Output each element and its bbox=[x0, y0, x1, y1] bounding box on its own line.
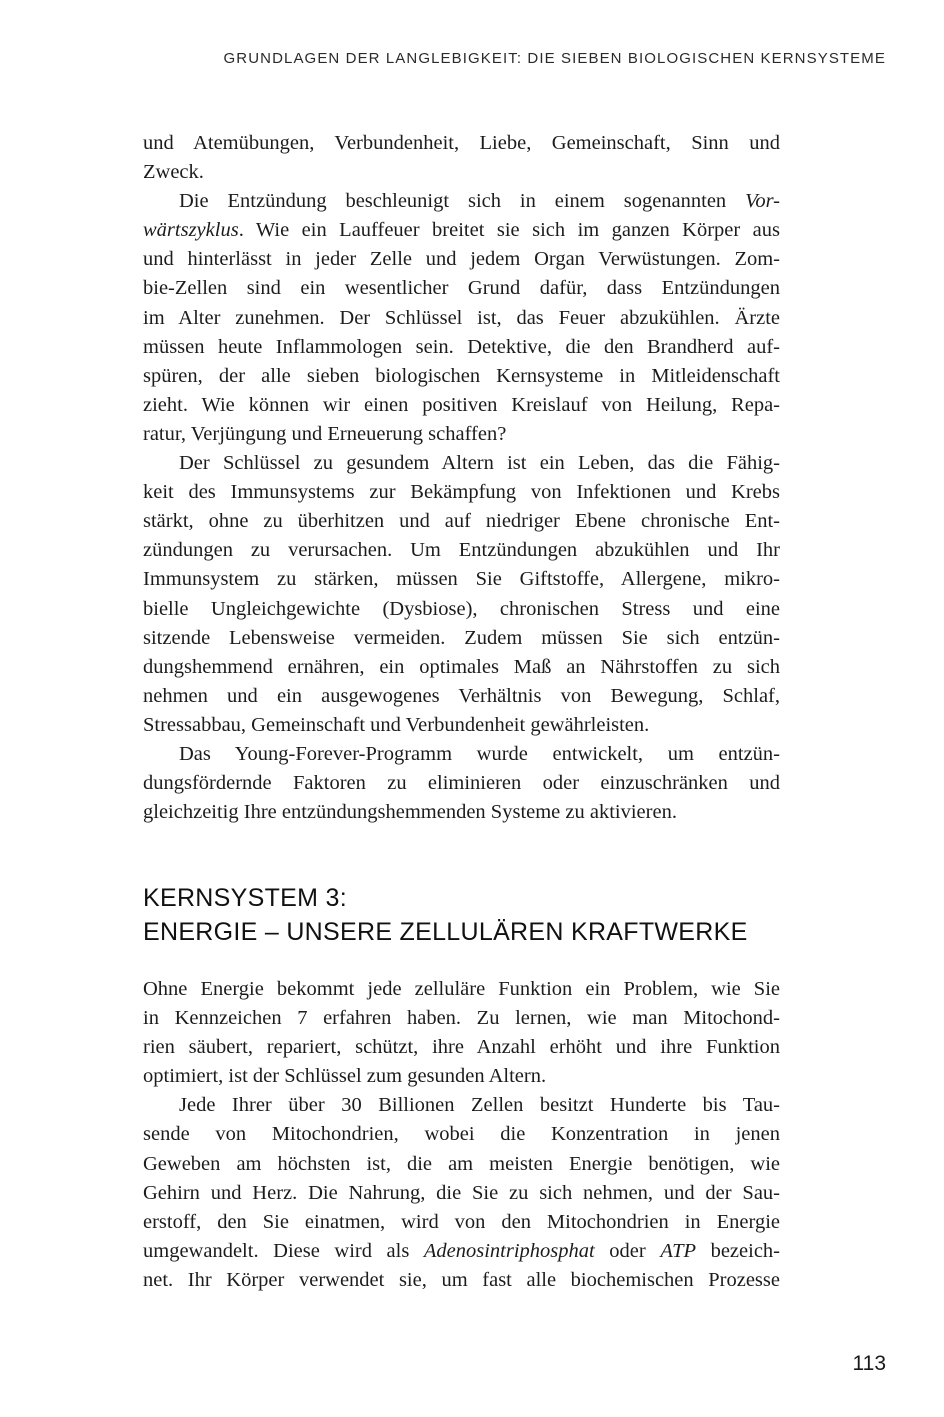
text-line: zündungen zu verursachen. Um Entzündungen abzukühlen und Ihr bbox=[143, 539, 780, 562]
text-line bbox=[143, 216, 780, 245]
text-line: Ohne Energie bekommt jede zelluläre Funktion ein Problem, wie Sie bbox=[143, 978, 780, 1000]
italic-term: ATP bbox=[660, 1239, 696, 1262]
text-line: sitzende Lebensweise vermeiden. Zudem müssen Sie sich entzün- bbox=[143, 626, 780, 649]
text-line: dungsfördernde Faktoren zu eliminieren oder einzuschränken und bbox=[143, 772, 780, 795]
text-line: Immunsystem zu stärken, müssen Sie Giftstoffe, Allergene, mikro- bbox=[143, 568, 780, 591]
body-text-bottom bbox=[143, 975, 780, 1295]
text-line: Das Young-Forever-Programm wurde entwickelt, um entzün- bbox=[179, 742, 780, 765]
text-line: bie-Zellen sind ein wesentlicher Grund dafür, dass Entzündungen bbox=[143, 277, 780, 300]
text-span: bezeich- bbox=[696, 1239, 780, 1262]
text-line: rien säubert, repariert, schützt, ihre Anzahl erhöht und ihre Funktion bbox=[143, 1036, 780, 1059]
text-line: Zweck. bbox=[143, 161, 204, 184]
section-heading bbox=[143, 881, 748, 949]
text-line: und Atemübungen, Verbundenheit, Liebe, Gemeinschaft, Sinn und bbox=[143, 132, 780, 154]
heading-line-1: KERNSYSTEM 3: bbox=[143, 884, 347, 912]
heading-line-2: ENERGIE – UNSERE ZELLULÄREN KRAFTWERKE bbox=[143, 918, 748, 946]
text-line: ratur, Verjüngung und Erneuerung schaffen? bbox=[143, 422, 507, 445]
text-line: optimiert, ist der Schlüssel zum gesunden Altern. bbox=[143, 1065, 547, 1088]
text-span: umgewandelt. Diese wird als bbox=[143, 1239, 424, 1262]
text-line: Der Schlüssel zu gesundem Altern ist ein Leben, das die Fähig- bbox=[179, 452, 780, 475]
italic-term: wärtszyklus bbox=[143, 219, 239, 242]
text-line: gleichzeitig Ihre entzündungshemmenden Systeme zu aktivieren. bbox=[143, 801, 677, 824]
text-line bbox=[143, 187, 780, 216]
text-line: in Kennzeichen 7 erfahren haben. Zu lernen, wie man Mitochond- bbox=[143, 1007, 780, 1030]
text-line: zieht. Wie können wir einen positiven Kreislauf von Heilung, Repa- bbox=[143, 393, 780, 416]
text-line: keit des Immunsystems zur Bekämpfung von Infektionen und Krebs bbox=[143, 481, 780, 504]
page-number: 113 bbox=[852, 1352, 886, 1375]
text-line: müssen heute Inflammologen sein. Detektive, die den Brandherd auf- bbox=[143, 335, 780, 358]
text-line: net. Ihr Körper verwendet sie, um fast alle biochemischen Prozesse bbox=[143, 1268, 780, 1291]
text-line: erstoff, den Sie einatmen, wird von den Mitochondrien in Energie bbox=[143, 1210, 780, 1233]
italic-term: Vor- bbox=[745, 190, 780, 213]
text-span: . Wie ein Lauffeuer breitet sie sich im ganzen Körper aus bbox=[238, 219, 780, 242]
italic-term: Adenosintriphosphat bbox=[423, 1239, 595, 1262]
body-text-top bbox=[143, 129, 780, 827]
text-line bbox=[143, 1237, 780, 1266]
text-line: bielle Ungleichgewichte (Dysbiose), chronischen Stress und eine bbox=[143, 597, 780, 620]
text-line: sende von Mitochondrien, wobei die Konzentration in jenen bbox=[143, 1123, 780, 1146]
text-line: Geweben am höchsten ist, die am meisten Energie benötigen, wie bbox=[143, 1152, 780, 1175]
text-line: im Alter zunehmen. Der Schlüssel ist, das Feuer abzukühlen. Ärzte bbox=[143, 306, 780, 329]
text-line: Jede Ihrer über 30 Billionen Zellen besitzt Hunderte bis Tau- bbox=[179, 1094, 780, 1117]
text-line: Stressabbau, Gemeinschaft und Verbundenheit gewährleisten. bbox=[143, 713, 650, 736]
text-line: Gehirn und Herz. Die Nahrung, die Sie zu sich nehmen, und der Sau- bbox=[143, 1181, 780, 1204]
text-line: dungshemmend ernähren, ein optimales Maß an Nährstoffen zu sich bbox=[143, 655, 780, 678]
text-span: oder bbox=[594, 1239, 661, 1262]
text-span: Die Entzündung beschleunigt sich in einem sogenannten bbox=[179, 190, 727, 213]
text-line: nehmen und ein ausgewogenes Verhältnis von Bewegung, Schlaf, bbox=[143, 684, 780, 707]
text-line: und hinterlässt in jeder Zelle und jedem Organ Verwüstungen. Zom- bbox=[143, 248, 780, 271]
running-head: GRUNDLAGEN DER LANGLEBIGKEIT: DIE SIEBEN BIOLOGISCHEN KERNSYSTEME bbox=[223, 50, 886, 67]
text-line: spüren, der alle sieben biologischen Kernsysteme in Mitleidenschaft bbox=[143, 364, 780, 387]
text-line: stärkt, ohne zu überhitzen und auf niedriger Ebene chronische Ent- bbox=[143, 510, 780, 533]
